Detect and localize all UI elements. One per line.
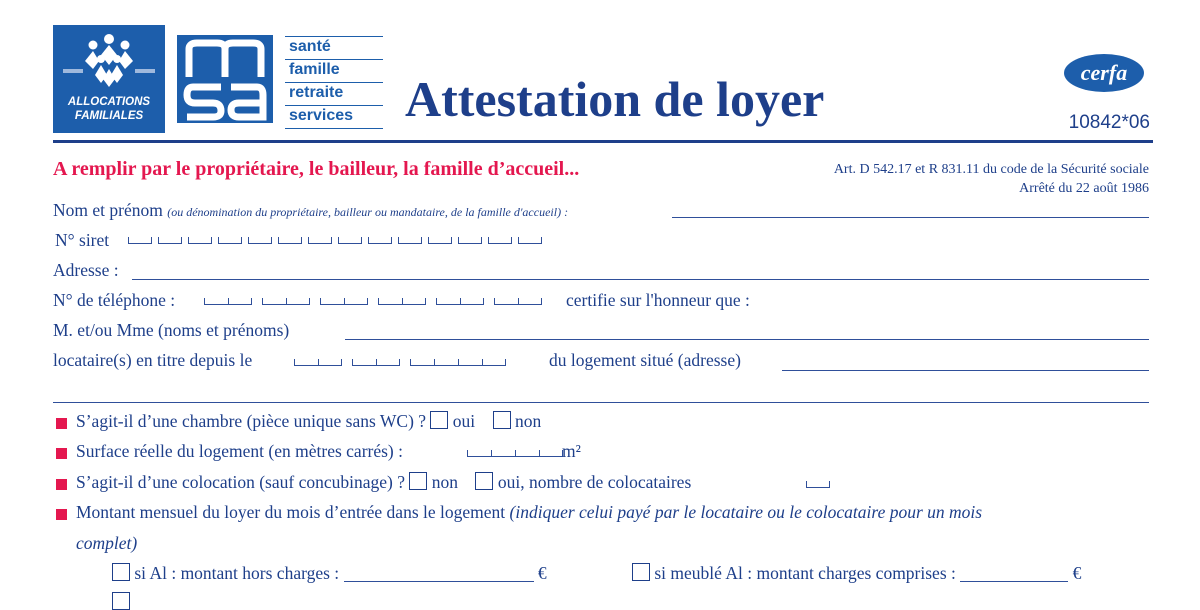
bullet-marker <box>56 418 67 429</box>
msa-word: famille <box>285 59 383 82</box>
chambre-non-checkbox[interactable] <box>493 411 511 429</box>
siret-label: N° siret <box>55 230 110 250</box>
hors-charges-checkbox[interactable] <box>112 563 130 581</box>
msa-word: retraite <box>285 82 383 105</box>
montant-hint: (indiquer celui payé par le locataire ou le colocataire pour un mois <box>509 502 983 522</box>
hors-charges-label: si Al : montant hors charges : <box>134 563 340 583</box>
colocation-label: S’agit-il d’une colocation (sauf concubinage) ? <box>76 472 405 492</box>
legal-reference <box>700 160 1149 198</box>
surface-field[interactable] <box>467 450 563 457</box>
caf-logo <box>53 25 165 133</box>
logement-adresse-field-2[interactable] <box>53 402 1149 403</box>
euro-sign: € <box>537 563 547 583</box>
question-chambre <box>76 411 541 435</box>
cerfa-logo-text: cerfa <box>1080 60 1128 85</box>
colocation-non-label: non <box>431 472 458 492</box>
colocation-non-checkbox[interactable] <box>409 472 427 490</box>
bullet-marker <box>56 509 67 520</box>
hors-charges-amount-field[interactable] <box>344 581 534 582</box>
depuis-label: locataire(s) en titre depuis le <box>53 350 253 370</box>
msa-monogram-icon <box>177 35 273 123</box>
colocation-oui-label: oui, nombre de colocataires <box>497 472 692 492</box>
montant-hint-continued: complet) <box>76 533 138 553</box>
nom-hint: (ou dénomination du propriétaire, bailleur ou mandataire, de la famille d'accueil) : <box>167 205 569 219</box>
telephone-field[interactable] <box>204 298 542 305</box>
chambre-non-label: non <box>515 411 542 431</box>
euro-sign: € <box>1072 563 1082 583</box>
locataire-field[interactable] <box>345 339 1149 340</box>
bullet-marker <box>56 448 67 459</box>
locataire-label: M. et/ou Mme (noms et prénoms) <box>53 320 290 340</box>
date-entree-field[interactable] <box>294 359 506 366</box>
msa-logo <box>177 35 273 123</box>
legal-reference-line1: Art. D 542.17 et R 831.11 du code de la Sécurité sociale <box>833 162 1149 177</box>
page-title: Attestation de loyer <box>405 71 825 127</box>
meuble-checkbox[interactable] <box>632 563 650 581</box>
chambre-oui-checkbox[interactable] <box>430 411 448 429</box>
surface-label: Surface réelle du logement (en mètres carrés) : <box>76 441 403 461</box>
logement-label: du logement situé (adresse) <box>549 350 741 370</box>
siret-field[interactable] <box>128 237 548 244</box>
caf-label-line1: ALLOCATIONS <box>67 96 151 108</box>
nom-label: Nom et prénom <box>53 200 163 220</box>
colocation-oui-checkbox[interactable] <box>475 472 493 490</box>
nom-row <box>53 200 568 224</box>
certifie-text: certifie sur l'honneur que : <box>566 290 750 310</box>
header-divider <box>53 140 1153 143</box>
msa-words <box>285 36 383 129</box>
chambre-label: S’agit-il d’une chambre (pièce unique sans WC) ? <box>76 411 427 431</box>
chambre-oui-label: oui <box>452 411 476 431</box>
question-surface <box>76 441 403 465</box>
family-figures-icon <box>53 25 165 95</box>
cerfa-logo <box>1063 53 1145 93</box>
next-row-checkbox[interactable] <box>112 592 130 610</box>
nom-field[interactable] <box>672 217 1149 218</box>
legal-reference-line2: Arrêté du 22 août 1986 <box>1019 181 1149 196</box>
meuble-row <box>632 563 1081 587</box>
adresse-field[interactable] <box>132 279 1149 280</box>
surface-unit: m² <box>562 441 581 461</box>
question-montant <box>76 502 982 526</box>
form-subtitle: A remplir par le propriétaire, le bailleur, la famille d’accueil... <box>53 158 580 180</box>
msa-word: services <box>285 105 383 129</box>
hors-charges-row <box>112 563 547 587</box>
meuble-label: si meublé Al : montant charges comprises : <box>654 563 956 583</box>
question-colocation <box>76 472 691 496</box>
msa-word: santé <box>285 36 383 59</box>
cerfa-number: 10842*06 <box>1068 112 1150 133</box>
meuble-amount-field[interactable] <box>960 581 1068 582</box>
adresse-label: Adresse : <box>53 260 119 280</box>
logement-adresse-field[interactable] <box>782 370 1149 371</box>
bullet-marker <box>56 479 67 490</box>
caf-label-line2: FAMILIALES <box>74 110 144 122</box>
colocataires-count-field[interactable] <box>806 481 830 488</box>
telephone-label: N° de téléphone : <box>53 290 176 310</box>
montant-label: Montant mensuel du loyer du mois d’entrée dans le logement <box>76 502 506 522</box>
